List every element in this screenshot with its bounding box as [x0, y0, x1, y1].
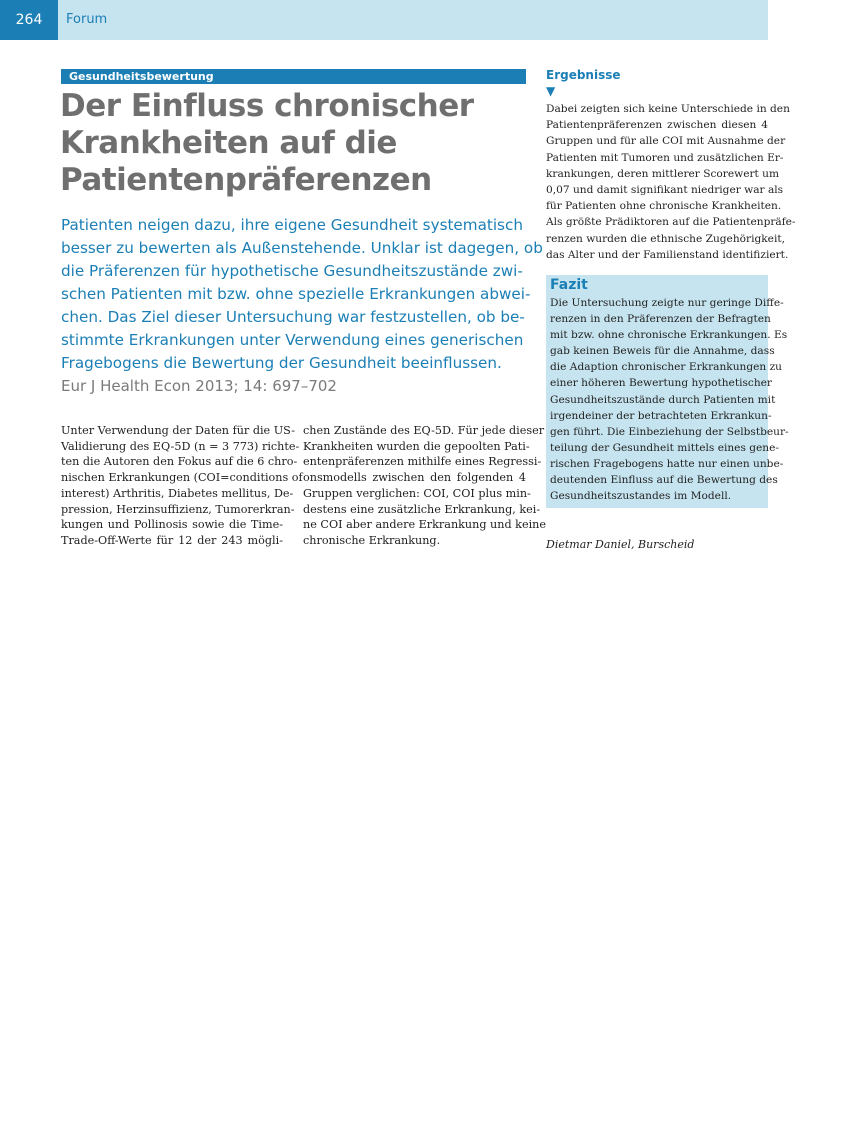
fazit-line: gab keinen Beweis für die Annahme, dass — [550, 345, 775, 358]
fazit-line: Die Untersuchung zeigte nur geringe Diffe- — [550, 297, 784, 309]
body-line: Gruppen verglichen: COI, COI plus min- — [303, 486, 531, 500]
lead-line: schen Patienten mit bzw. ohne spezielle Erkrankungen abwei- — [61, 285, 531, 303]
fazit-line: renzen in den Präferenzen der Befragten — [550, 313, 771, 326]
citation: Eur J Health Econ 2013; 14: 697–702 — [61, 377, 337, 395]
results-line: Als größte Prädiktoren auf die Patientenpräfe- — [546, 216, 796, 229]
body-line: nischen Erkrankungen (COI=conditions of — [61, 471, 303, 485]
body-line: entenpräferenzen mithilfe eines Regressi- — [303, 455, 542, 469]
fazit-line: die Adaption chronischer Erkrankungen zu — [550, 361, 782, 374]
fazit-line: Gesundheitszustandes im Modell. — [550, 490, 732, 503]
fazit-line: deutenden Einfluss auf die Bewertung des — [550, 474, 778, 487]
title-line: Der Einfluss chronischer — [60, 88, 474, 124]
title-line: Patientenpräferenzen — [60, 162, 432, 198]
lead-paragraph — [61, 214, 543, 375]
article-title — [60, 88, 530, 199]
fazit-line: rischen Fragebogens hatte nur einen unbe- — [550, 457, 784, 470]
results-line: 0,07 und damit signifikant niedriger war als — [546, 184, 784, 197]
lead-line: chen. Das Ziel dieser Untersuchung war festzustellen, ob be- — [61, 308, 525, 326]
results-line: Gruppen und für alle COI mit Ausnahme der — [546, 135, 786, 148]
body-line: kungen und Pollinosis sowie die Time- — [61, 518, 283, 532]
author-signature: Dietmar Daniel, Burscheid — [546, 538, 695, 551]
body-line: interest) Arthritis, Diabetes mellitus, De- — [61, 486, 294, 500]
lead-line: Fragebogens die Bewertung der Gesundheit beeinflussen. — [61, 354, 502, 372]
body-line: chen Zustände des EQ-5D. Für jede dieser — [303, 424, 545, 437]
body-column-1 — [61, 423, 303, 549]
body-line: destens eine zusätzliche Erkrankung, kei- — [303, 502, 541, 516]
body-line: onsmodells zwischen den folgenden 4 — [303, 471, 526, 485]
body-line: Krankheiten wurden die gepoolten Pati- — [303, 439, 530, 453]
fazit-text — [550, 295, 789, 504]
body-line: pression, Herzinsuffizienz, Tumorerkran- — [61, 502, 295, 516]
section-name: Forum — [66, 12, 108, 27]
category-label: Gesundheitsbewertung — [61, 69, 526, 84]
body-line: ten die Autoren den Fokus auf die 6 chro- — [61, 455, 298, 469]
fazit-line: mit bzw. ohne chronische Erkrankungen. Es — [550, 329, 788, 342]
fazit-line: gen führt. Die Einbeziehung der Selbstbeur- — [550, 425, 789, 438]
lead-line: die Präferenzen für hypothetische Gesundheitszustände zwi- — [61, 262, 523, 280]
fazit-line: teilung der Gesundheit mittels eines gene- — [550, 441, 779, 454]
results-line: für Patienten ohne chronische Krankheiten. — [546, 200, 782, 213]
results-line: Patienten mit Tumoren und zusätzlichen Er- — [546, 151, 784, 164]
body-line: ne COI aber andere Erkrankung und keine — [303, 518, 546, 532]
lead-line: Patienten neigen dazu, ihre eigene Gesundheit systematisch — [61, 216, 523, 234]
fazit-line: einer höheren Bewertung hypothetischer — [550, 377, 772, 390]
lead-line: stimmte Erkrankungen unter Verwendung eines generischen — [61, 331, 524, 349]
results-line: das Alter und der Familienstand identifiziert. — [546, 248, 789, 261]
body-column-2 — [303, 423, 546, 549]
header-bar — [0, 0, 768, 40]
body-line: chronische Erkrankung. — [303, 533, 441, 547]
results-line: Patientenpräferenzen zwischen diesen 4 — [546, 119, 768, 132]
results-line: Dabei zeigten sich keine Unterschiede in den — [546, 103, 790, 115]
results-text — [546, 101, 796, 263]
results-heading: Ergebnisse — [546, 68, 621, 82]
fazit-line: Gesundheitszustände durch Patienten mit — [550, 393, 776, 406]
results-line: krankungen, deren mittlerer Scorewert um — [546, 167, 780, 180]
fazit-line: irgendeiner der betrachteten Erkrankun- — [550, 409, 772, 422]
results-line: renzen wurden die ethnische Zugehörigkeit, — [546, 232, 785, 245]
page-number: 264 — [0, 0, 58, 40]
lead-line: besser zu bewerten als Außenstehende. Unklar ist dagegen, ob — [61, 239, 543, 257]
title-line: Krankheiten auf die — [60, 125, 397, 161]
body-line: Unter Verwendung der Daten für die US- — [61, 424, 296, 437]
fazit-heading: Fazit — [550, 277, 588, 293]
results-arrow-icon: ▼ — [546, 84, 556, 98]
body-line: Validierung des EQ-5D (n = 3 773) richte- — [61, 439, 300, 453]
body-line: Trade-Off-Werte für 12 der 243 mögli- — [61, 533, 283, 547]
